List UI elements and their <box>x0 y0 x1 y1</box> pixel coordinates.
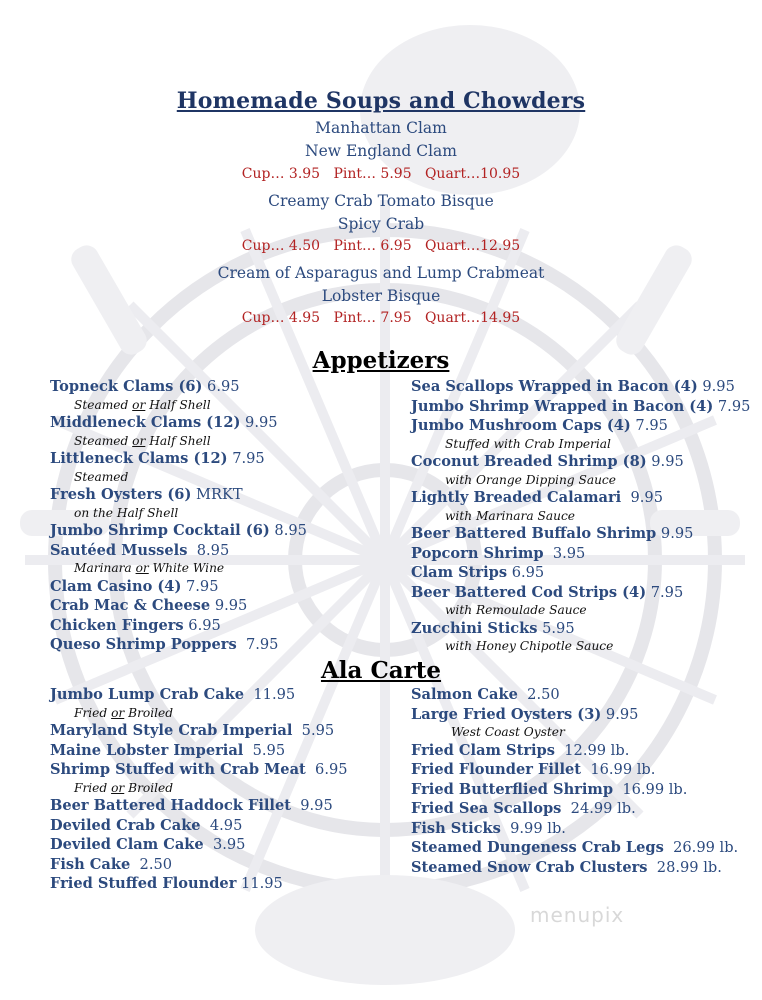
menu-item <box>411 544 750 564</box>
menu-item-name: Shrimp Stuffed with Crab Meat <box>50 761 306 778</box>
menu-item-name: Jumbo Shrimp Cocktail (6) <box>50 522 270 539</box>
menu-item <box>50 485 307 505</box>
menu-item <box>411 377 750 397</box>
menu-item-price: 3.95 <box>203 836 246 853</box>
menu-item <box>50 796 348 816</box>
menu-item-name: Popcorn Shrimp <box>411 544 544 562</box>
menu-item-price: 9.95 <box>601 705 639 723</box>
menu-item-name: Littleneck Clams (12) <box>50 450 228 467</box>
menu-item-note: with Remoulade Sauce <box>445 603 587 617</box>
menu-item-price: 9.95 <box>697 378 735 395</box>
menu-item-note: Stuffed with Crab Imperial <box>445 436 611 451</box>
menu-item-price: 9.95 <box>656 525 694 542</box>
menu-item-price: 9.95 <box>621 489 663 506</box>
menu-item-name: Beer Battered Haddock Fillet <box>50 797 291 814</box>
menu-item-price: 6.95 <box>507 564 545 581</box>
soup-name: Cream of Asparagus and Lump Crabmeat <box>217 264 545 282</box>
menu-item-price: 3.95 <box>543 544 586 562</box>
menu-item-price: 7.95 <box>227 450 265 467</box>
menu-item <box>411 858 738 878</box>
menu-item-price: 16.99 lb. <box>581 761 656 778</box>
menu-item <box>411 397 750 417</box>
menu-item-name: Clam Strips <box>411 564 508 581</box>
menu-item-price: 4.95 <box>200 816 243 834</box>
menu-item-price: 6.95 <box>202 378 240 395</box>
menu-item-price: 24.99 lb. <box>561 800 636 817</box>
menu-item-name: Fried Clam Strips <box>411 741 555 759</box>
menu-item <box>50 816 348 836</box>
menu-item-price: 9.99 lb. <box>500 819 566 837</box>
menu-item-price: 9.95 <box>646 453 684 470</box>
menu-item-name: Topneck Clams (6) <box>50 378 203 395</box>
menu-item-note: with Marinara Sauce <box>445 508 576 523</box>
menu-item <box>50 685 348 705</box>
menu-item-name: Sea Scallops Wrapped in Bacon (4) <box>411 378 698 395</box>
menu-item-note: Fried or Broiled <box>74 780 174 795</box>
menu-item-price: 6.95 <box>305 761 348 778</box>
menu-item-name: Salmon Cake <box>411 686 518 703</box>
menu-item-price: 16.99 lb. <box>613 780 688 798</box>
menu-item-name: Large Fried Oysters (3) <box>411 705 602 723</box>
menu-item-price: 26.99 lb. <box>663 839 739 856</box>
menu-item <box>50 635 307 655</box>
menu-item <box>411 780 738 800</box>
menu-item-note: Steamed <box>74 469 129 484</box>
menu-item-name: Beer Battered Buffalo Shrimp <box>411 525 657 542</box>
menu-item-price: 12.99 lb. <box>554 741 630 759</box>
menu-item-price: 11.95 <box>244 686 296 703</box>
soup-price-line: Cup… 4.95 Pint… 7.95 Quart…14.95 <box>241 310 521 326</box>
appetizers-heading: Appetizers <box>312 347 450 374</box>
menu-item-price: 7.95 <box>181 577 219 595</box>
menu-item <box>411 799 738 819</box>
menu-item <box>50 855 348 875</box>
menu-item-name: Crab Mac & Cheese <box>50 597 211 614</box>
menu-item-note: Steamed or Half Shell <box>74 397 211 412</box>
menu-item-note: West Coast Oyster <box>451 725 565 739</box>
menu-item-name: Maryland Style Crab Imperial <box>50 722 293 739</box>
menu-item <box>50 721 348 741</box>
menu-item <box>50 449 307 469</box>
menu-item-name: Deviled Clam Cake <box>50 836 204 853</box>
menu-item-name: Clam Casino (4) <box>50 577 182 595</box>
menu-item-note: on the Half Shell <box>74 505 179 520</box>
menu-item <box>411 760 738 780</box>
menu-item-name: Fried Butterflied Shrimp <box>411 780 614 798</box>
menu-item-name: Middleneck Clams (12) <box>50 414 241 431</box>
menu-item-note: Steamed or Half Shell <box>74 433 211 448</box>
appetizers-right-column <box>411 377 750 655</box>
menu-item-name: Fish Sticks <box>411 819 501 837</box>
ala-carte-left-column <box>50 685 348 894</box>
menu-item-name: Lightly Breaded Calamari <box>411 489 622 506</box>
menu-item-name: Chicken Fingers <box>50 616 184 634</box>
menu-item-name: Jumbo Mushroom Caps (4) <box>411 417 631 434</box>
menu-item-price: 2.50 <box>517 686 560 703</box>
menu-item <box>411 563 750 583</box>
menu-item <box>411 819 738 839</box>
ala-carte-right-column <box>411 685 738 877</box>
soup-price-line: Cup… 3.95 Pint… 5.95 Quart…10.95 <box>241 166 521 182</box>
menu-item-name: Coconut Breaded Shrimp (8) <box>411 453 647 470</box>
menu-item-price: 9.95 <box>240 414 278 431</box>
soup-name: Manhattan Clam <box>315 119 447 137</box>
soups-heading: Homemade Soups and Chowders <box>176 88 586 114</box>
menu-item-price: 8.95 <box>269 522 307 539</box>
menu-item <box>50 521 307 541</box>
menu-item-price: 7.95 <box>630 417 668 434</box>
menu-item <box>411 685 738 705</box>
menu-item <box>411 838 738 858</box>
soup-price-line: Cup… 4.50 Pint… 6.95 Quart…12.95 <box>241 238 521 254</box>
menu-item <box>50 377 307 397</box>
menu-item-name: Beer Battered Cod Strips (4) <box>411 583 647 601</box>
menu-item-name: Fresh Oysters (6) <box>50 486 192 503</box>
soup-name: New England Clam <box>305 142 457 160</box>
menu-item <box>411 741 738 761</box>
menu-item-price: 5.95 <box>292 722 335 739</box>
menupix-watermark: menupix <box>530 903 625 927</box>
menu-item <box>411 619 750 639</box>
soup-name: Spicy Crab <box>337 215 425 233</box>
menu-item-price: 7.95 <box>646 583 684 601</box>
menu-item <box>50 760 348 780</box>
appetizers-left-column <box>50 377 307 655</box>
menu-item-note: with Orange Dipping Sauce <box>445 472 616 487</box>
menu-item <box>50 616 307 636</box>
menu-item-note: with Honey Chipotle Sauce <box>445 639 614 653</box>
menu-item-price: 9.95 <box>290 797 333 814</box>
menu-item-price: 8.95 <box>187 541 230 559</box>
soup-name: Creamy Crab Tomato Bisque <box>268 192 494 210</box>
menu-item <box>50 413 307 433</box>
menu-item <box>50 741 348 761</box>
menu-item <box>50 596 307 616</box>
menu-item-name: Deviled Crab Cake <box>50 816 201 834</box>
menu-item-name: Maine Lobster Imperial <box>50 741 244 759</box>
menu-item <box>50 874 348 894</box>
menu-item-price: 6.95 <box>183 616 221 634</box>
menu-item-price: 9.95 <box>210 597 248 614</box>
ala-carte-heading: Ala Carte <box>320 657 442 684</box>
menu-item <box>50 835 348 855</box>
menu-item-price: MRKT <box>191 486 243 503</box>
menu-item-price: 11.95 <box>236 875 283 892</box>
menu-item-price: 5.95 <box>537 619 575 637</box>
menu-item-name: Steamed Dungeness Crab Legs <box>411 839 664 856</box>
menu-item-name: Steamed Snow Crab Clusters <box>411 858 648 876</box>
menu-item <box>411 416 750 436</box>
menu-item <box>411 583 750 603</box>
soup-name: Lobster Bisque <box>321 287 441 305</box>
menu-item-name: Fried Flounder Fillet <box>411 761 582 778</box>
menu-item-name: Fish Cake <box>50 855 131 873</box>
menu-item-price: 28.99 lb. <box>647 858 722 876</box>
menu-item-price: 5.95 <box>243 741 286 759</box>
menu-item-price: 2.50 <box>130 855 173 873</box>
menu-item-name: Sautéed Mussels <box>50 541 188 559</box>
menu-item <box>411 452 750 472</box>
menu-item <box>411 705 738 725</box>
menu-item-note: Fried or Broiled <box>74 705 174 720</box>
menu-item-price: 7.95 <box>236 636 279 653</box>
menu-item <box>411 524 750 544</box>
menu-item-name: Jumbo Lump Crab Cake <box>50 686 245 703</box>
menu-item <box>50 577 307 597</box>
menu-item-note: Marinara or White Wine <box>74 561 225 575</box>
menu-item <box>411 488 750 508</box>
menu-item-name: Jumbo Shrimp Wrapped in Bacon (4) <box>411 397 714 415</box>
menu-item <box>50 541 307 561</box>
menu-item-name: Fried Sea Scallops <box>411 800 562 817</box>
menu-item-name: Zucchini Sticks <box>411 619 538 637</box>
menu-item-name: Queso Shrimp Poppers <box>50 636 237 653</box>
menu-item-price: 7.95 <box>713 397 751 415</box>
menu-item-name: Fried Stuffed Flounder <box>50 875 237 892</box>
